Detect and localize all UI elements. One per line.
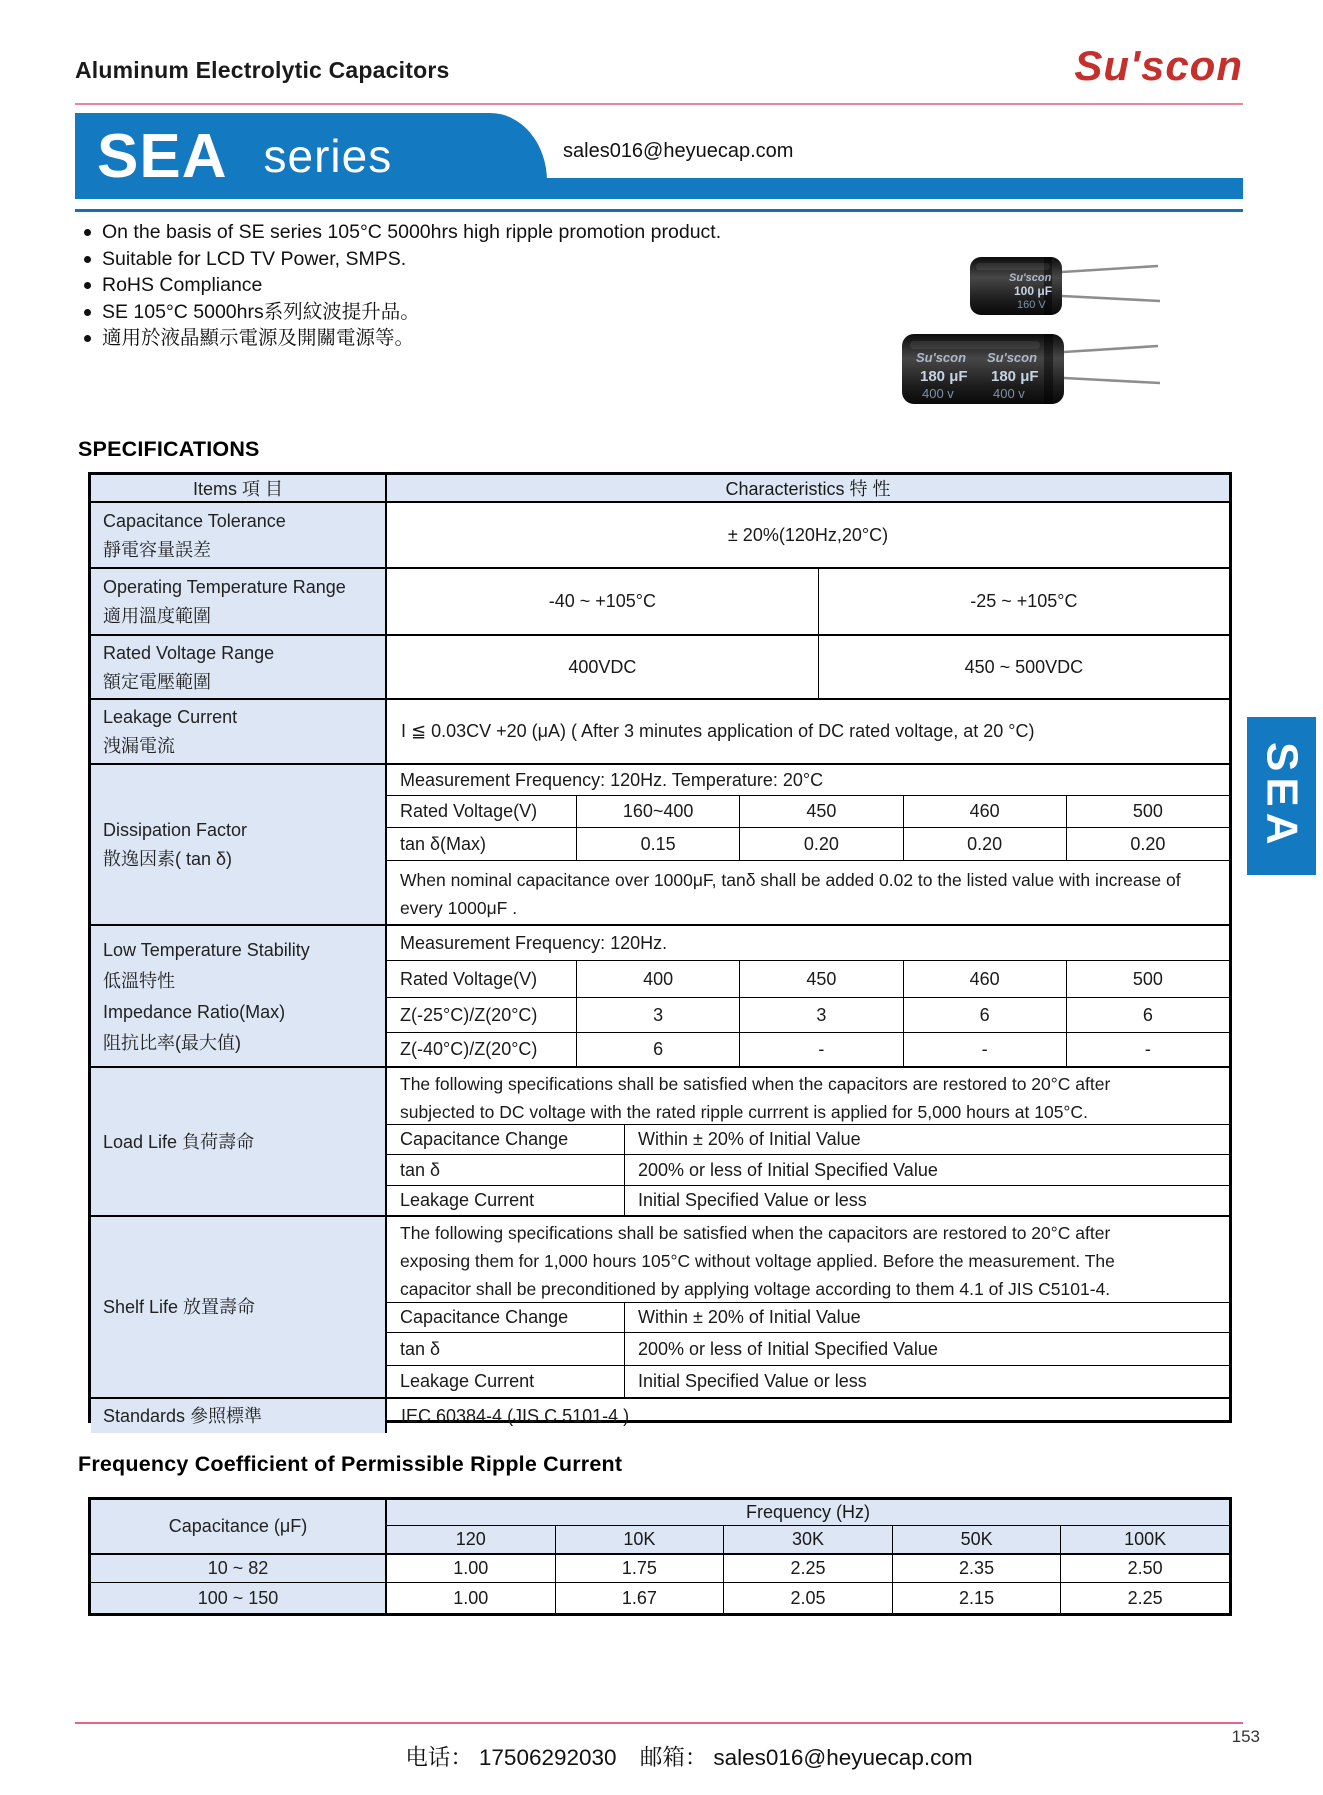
row-label-en: Impedance Ratio(Max): [103, 1001, 286, 1022]
table-row-low-temp-stability: [91, 926, 1229, 1068]
row-label-zh: 阻抗比率(最大值): [103, 1032, 241, 1053]
subtable-row: [387, 1366, 1229, 1397]
phone-number: 17506292030: [478, 1745, 617, 1770]
page-number: 153: [1231, 1727, 1260, 1746]
capacitor-voltage-label: 160 V: [1017, 299, 1046, 311]
value-left: 400VDC: [387, 636, 819, 698]
feature-list: [84, 219, 844, 352]
coefficient-cell: 2.50: [1061, 1555, 1229, 1582]
list-item: [84, 272, 844, 299]
bullet-icon: [84, 309, 91, 316]
subrow-value: 450: [740, 961, 903, 997]
subrow-value: Initial Specified Value or less: [638, 1371, 867, 1391]
row-label-en: Leakage Current: [103, 707, 238, 727]
freq-col-header: 30K: [724, 1526, 893, 1553]
header-rule: [75, 103, 1243, 105]
measurement-note: Measurement Frequency: 120Hz.: [387, 926, 1229, 961]
table-row-load-life: [91, 1068, 1229, 1217]
feature-text: SE 105°C 5000hrs系列紋波提升品。: [102, 300, 420, 323]
subrow-label: Rated Voltage(V): [387, 961, 577, 997]
row-label-en: Shelf Life 放置壽命: [103, 1297, 256, 1317]
intro-line: The following specifications shall be satisfied when the capacitors are restored to 20°C after: [400, 1074, 1111, 1094]
row-value: IEC 60384-4 (JIS C 5101-4 ): [401, 1405, 630, 1426]
value-right: -25 ~ +105°C: [970, 591, 1078, 611]
banner-rule: [75, 209, 1243, 212]
subrow-value: 500: [1132, 801, 1163, 821]
subtable-row: [387, 1125, 1229, 1155]
feature-text: Suitable for LCD TV Power, SMPS.: [102, 247, 407, 270]
row-label-en: Rated Voltage Range: [103, 642, 275, 663]
capacitor-capacity-label: 100 μF: [1014, 284, 1053, 298]
subrow-value: 6: [577, 1033, 740, 1066]
subrow-value: 6: [904, 998, 1067, 1032]
subrow-value: 3: [577, 998, 740, 1032]
table-row: [91, 1583, 1229, 1613]
capacitance-header-cell: Capacitance (μF): [91, 1500, 387, 1553]
row-label-zh: 低溫特性: [103, 970, 175, 991]
bullet-icon: [84, 256, 91, 263]
lead-wire: [1064, 378, 1160, 383]
row-label: [91, 765, 387, 924]
email-label: 邮箱：: [639, 1745, 708, 1770]
row-label: [91, 1399, 387, 1433]
subrow-value: 6: [1142, 1004, 1153, 1025]
row-label-zh: 洩漏電流: [103, 736, 175, 756]
subrow-label: Z(-40°C)/Z(20°C): [387, 1033, 577, 1066]
bullet-icon: [84, 229, 91, 236]
coefficient-cell: 2.15: [893, 1583, 1062, 1613]
subtable-row: [387, 1333, 1229, 1366]
table-row-standards: [91, 1399, 1229, 1433]
subrow-value: -: [904, 1033, 1067, 1066]
coefficient-cell: 2.25: [724, 1555, 893, 1582]
feature-text: RoHS Compliance: [102, 274, 263, 296]
row-label-en: Standards 參照標準: [103, 1406, 263, 1426]
lead-wire: [1062, 296, 1160, 301]
shelf-life-subtable: [387, 1217, 1229, 1397]
freq-col-header: 100K: [1124, 1529, 1167, 1549]
subrow-value: Within ± 20% of Initial Value: [638, 1129, 861, 1149]
table-row-rated-voltage: [91, 636, 1229, 700]
capacitor-brand-label: Su'scon: [987, 350, 1038, 365]
subrow-value: Initial Specified Value or less: [638, 1190, 867, 1210]
subtable-row: [387, 998, 1229, 1033]
subrow-label: Leakage Current: [387, 1366, 625, 1397]
page-title: Aluminum Electrolytic Capacitors: [75, 57, 450, 83]
table-row: [91, 1555, 1229, 1583]
capacitor-voltage-label: 400 v: [993, 386, 1025, 401]
freq-col-header: 10K: [556, 1526, 725, 1553]
subrow-label: tan δ(Max): [387, 828, 577, 860]
phone-label: 电话：: [405, 1745, 473, 1770]
subrow-label: tan δ: [387, 1155, 625, 1185]
row-label: [91, 569, 387, 634]
row-value: ± 20%(120Hz,20°C): [727, 524, 889, 545]
row-values: [387, 569, 1229, 634]
side-tab-sea: SEA: [1247, 717, 1316, 875]
list-item: [84, 246, 844, 273]
frequency-header-row: [91, 1500, 1229, 1555]
row-label: [91, 926, 387, 1066]
subrow-value: 500: [1132, 968, 1163, 989]
load-life-subtable: [387, 1068, 1229, 1215]
capacitor-capacity-label: 180 μF: [991, 368, 1039, 385]
list-item: [84, 325, 844, 352]
lead-wire: [1062, 266, 1158, 272]
frequency-header-cell: Frequency (Hz): [387, 1500, 1229, 1526]
coefficient-cell: 1.67: [556, 1583, 725, 1613]
subtable-row: [387, 796, 1229, 828]
items-header-cell: Items 項 目: [91, 475, 387, 501]
coefficient-cell: 1.00: [387, 1555, 556, 1582]
subrow-value: 0.20: [1130, 833, 1166, 854]
row-label: [91, 636, 387, 698]
bullet-icon: [84, 282, 91, 289]
row-label: [91, 700, 387, 763]
specifications-table: [88, 472, 1232, 1426]
subrow-value: 200% or less of Initial Specified Value: [638, 1338, 938, 1359]
lead-wire: [1064, 346, 1158, 352]
subrow-value: 0.20: [740, 828, 903, 860]
subrow-label: Leakage Current: [387, 1186, 625, 1215]
footer-rule: [75, 1722, 1243, 1724]
subtable-row: [387, 1033, 1229, 1066]
subtable-row: [387, 1186, 1229, 1215]
value-left: -40 ~ +105°C: [387, 569, 819, 634]
subrow-label: Capacitance Change: [387, 1125, 625, 1154]
frequency-header-group: [387, 1500, 1229, 1553]
capacitor-brand-label: Su'scon: [1009, 272, 1052, 284]
row-label: [91, 1217, 387, 1397]
capacitor-voltage-label: 400 v: [922, 386, 954, 401]
row-label: [91, 1068, 387, 1215]
frequency-subheader-row: [387, 1526, 1229, 1553]
coefficient-cell: 1.75: [556, 1555, 725, 1582]
list-item: [84, 299, 844, 326]
footer-contact: [0, 1740, 1323, 1772]
table-header-row: [91, 475, 1229, 503]
subrow-label: Z(-25°C)/Z(20°C): [387, 998, 577, 1032]
subrow-value: 160~400: [577, 796, 740, 827]
frequency-heading: Frequency Coefficient of Permissible Ripple Current: [78, 1452, 623, 1476]
subrow-value: 0.20: [904, 828, 1067, 860]
subtable-row: [387, 961, 1229, 998]
coefficient-cell: 1.00: [387, 1583, 556, 1613]
row-label-en: Low Temperature Stability: [103, 939, 310, 960]
bullet-icon: [84, 335, 91, 342]
subrow-value: 0.15: [577, 828, 740, 860]
row-label-en: Load Life 負荷壽命: [103, 1131, 255, 1152]
list-item: [84, 219, 844, 246]
subtable-row: [387, 1303, 1229, 1333]
capacitor-highlight: [910, 341, 1040, 349]
table-row-capacitance-tolerance: [91, 503, 1229, 569]
dissipation-note: When nominal capacitance over 1000μF, tanδ shall be added 0.02 to the listed value with increase of every 1000μF .: [400, 870, 1181, 918]
capacitor-highlight: [976, 263, 1050, 270]
subrow-value: 400: [577, 961, 740, 997]
row-label-en: Capacitance Tolerance: [103, 510, 286, 531]
feature-text: On the basis of SE series 105°C 5000hrs high ripple promotion product.: [102, 221, 722, 243]
row-label-zh: 散逸因素( tan δ): [103, 849, 233, 869]
specifications-heading: SPECIFICATIONS: [78, 437, 260, 461]
subrow-value: 460: [904, 796, 1067, 827]
feature-text: 適用於液晶顯示電源及開關電源等。: [102, 327, 415, 349]
row-label-zh: 靜電容量誤差: [103, 539, 211, 560]
table-row-shelf-life: [91, 1217, 1229, 1399]
freq-col-header: 120: [387, 1526, 556, 1553]
capacitance-range-cell: 10 ~ 82: [91, 1555, 387, 1582]
value-right: 450 ~ 500VDC: [964, 656, 1084, 677]
capacitance-range-cell: 100 ~ 150: [91, 1583, 387, 1613]
row-label-zh: 額定電壓範圍: [103, 671, 211, 692]
load-life-intro: [387, 1068, 1229, 1125]
capacitor-brand-label: Su'scon: [916, 350, 967, 365]
coefficient-cell: 2.05: [724, 1583, 893, 1613]
row-label-en: Operating Temperature Range: [103, 577, 346, 597]
series-name: SEA: [97, 121, 228, 191]
subrow-label: Rated Voltage(V): [387, 796, 577, 827]
series-banner: [75, 113, 547, 199]
coefficient-cell: 2.35: [893, 1555, 1062, 1582]
row-label: [91, 503, 387, 567]
row-label-en: Dissipation Factor: [103, 820, 248, 840]
intro-line: capacitor shall be preconditioned by applying voltage according to them 4.1 of JIS C5101-4.: [400, 1279, 1111, 1299]
frequency-table: [88, 1497, 1232, 1616]
subrow-value: 200% or less of Initial Specified Value: [638, 1159, 938, 1180]
coefficient-cell: 2.25: [1061, 1583, 1229, 1613]
freq-col-header: 50K: [893, 1526, 1062, 1553]
email-address: sales016@heyuecap.com: [713, 1745, 973, 1770]
series-suffix: series: [263, 130, 393, 182]
intro-line: The following specifications shall be satisfied when the capacitors are restored to 20°C after: [400, 1223, 1111, 1243]
characteristics-header-cell: Characteristics 特 性: [387, 475, 1229, 501]
subrow-label: Capacitance Change: [387, 1303, 625, 1332]
table-row-leakage-current: [91, 700, 1229, 765]
capacitor-photo: [870, 240, 1170, 410]
contact-email: sales016@heyuecap.com: [563, 140, 794, 162]
subrow-value: Within ± 20% of Initial Value: [638, 1307, 861, 1327]
table-row-dissipation-factor: [91, 765, 1229, 926]
intro-line: subjected to DC voltage with the rated ripple currrent is applied for 5,000 hours at 105°C.: [400, 1102, 1088, 1122]
table-row-operating-temp: [91, 569, 1229, 636]
subrow-value: -: [1144, 1039, 1151, 1059]
subtable-row: [387, 828, 1229, 861]
dissipation-subtable: [387, 765, 1229, 924]
intro-line: exposing them for 1,000 hours 105°C without voltage applied. Before the measurement. The: [400, 1251, 1115, 1271]
shelf-life-intro: [387, 1217, 1229, 1303]
subrow-value: 450: [740, 796, 903, 827]
low-temp-subtable: [387, 926, 1229, 1066]
capacitor-seam: [1044, 334, 1053, 404]
row-value: I ≦ 0.03CV +20 (μA) ( After 3 minutes application of DC rated voltage, at 20 °C): [401, 721, 1035, 741]
subrow-value: 3: [740, 998, 903, 1032]
brand-logo: Su'scon: [1074, 42, 1243, 89]
row-label-zh: 適用溫度範圍: [103, 606, 211, 626]
subrow-label: tan δ: [387, 1333, 625, 1365]
measurement-note: Measurement Frequency: 120Hz. Temperature: 20°C: [387, 765, 1229, 796]
row-values: [387, 636, 1229, 698]
subtable-row: [387, 1155, 1229, 1186]
capacitor-capacity-label: 180 μF: [920, 368, 968, 385]
subrow-value: 460: [904, 961, 1067, 997]
subrow-value: -: [740, 1033, 903, 1066]
